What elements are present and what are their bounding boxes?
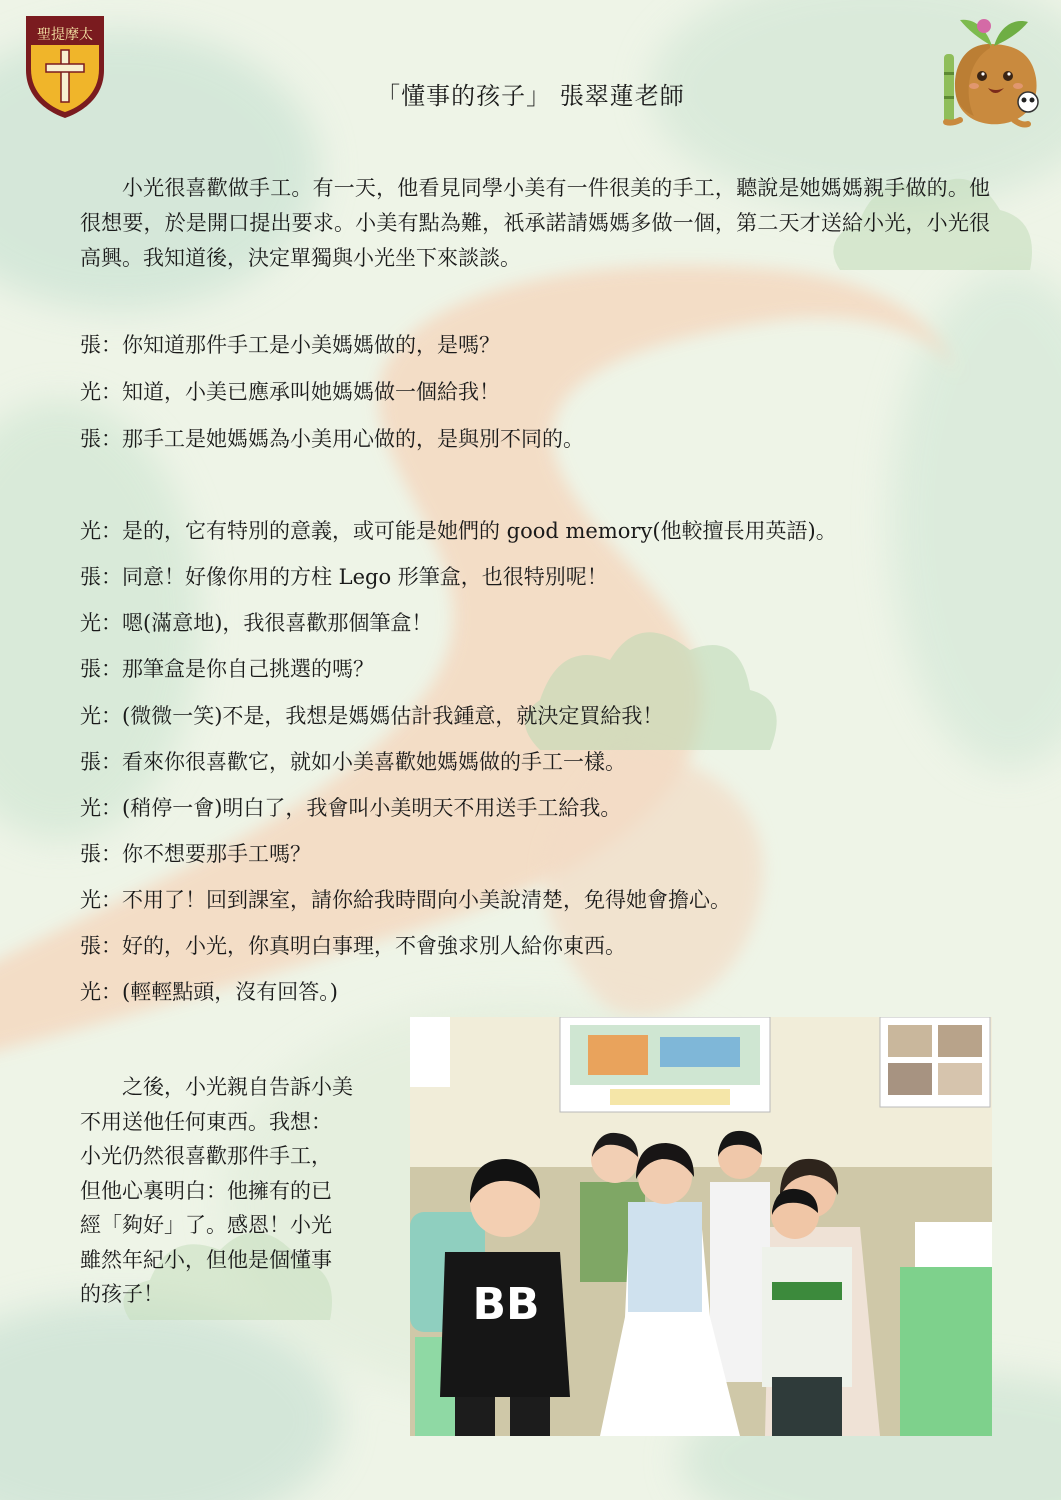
- dialogue-line: 張：同意！好像你用的方柱 Lego 形筆盒，也很特別呢！: [80, 565, 608, 589]
- page-title: 「懂事的孩子」 張翠蓮老師: [376, 82, 685, 110]
- dialogue-line: 張：那手工是她媽媽為小美用心做的，是與別不同的。: [80, 427, 584, 451]
- closing-line: 經「夠好」了。感恩！小光: [80, 1213, 332, 1237]
- closing-paragraph: [80, 1070, 395, 1312]
- closing-line: 不用送他任何東西。我想：: [80, 1109, 332, 1134]
- closing-line: 的孩子！: [80, 1282, 164, 1306]
- dialogue-line: 張：好的，小光，你真明白事理，不會強求別人給你東西。: [80, 934, 626, 958]
- closing-line: 小光仍然很喜歡那件手工，: [80, 1144, 332, 1168]
- intro-text: 小光很喜歡做手工。有一天，他看見同學小美有一件很美的手工，聽說是她媽媽親手做的。他很想要，於是開口提出要求。小美有點為難，祇承諾請媽媽多做一個，第二天才送給小光，小光很高興。我知道後，決定單獨與小光坐下來談談。: [80, 176, 990, 270]
- dialogue-line: 光：(輕輕點頭，沒有回答。): [80, 980, 338, 1004]
- svg-text:BB: BB: [472, 1279, 540, 1330]
- closing-line: 但他心裏明白：他擁有的已: [80, 1178, 332, 1203]
- dialogue-line: 張：看來你很喜歡它，就如小美喜歡她媽媽做的手工一樣。: [80, 750, 626, 774]
- closing-line: 雖然年紀小，但他是個懂事: [80, 1247, 332, 1272]
- dialogue-line: 光：(微微一笑)不是，我想是媽媽估計我鍾意，就決定買給我！: [80, 704, 664, 728]
- dialogue-line: 光：知道，小美已應承叫她媽媽做一個給我！: [80, 380, 500, 404]
- closing-line: 之後，小光親自告訴小美: [80, 1075, 353, 1099]
- dialogue-line: 光：(稍停一會)明白了，我會叫小美明天不用送手工給我。: [80, 796, 622, 820]
- dialogue-line: 光：嗯(滿意地)，我很喜歡那個筆盒！: [80, 611, 433, 635]
- dialogue-line: 張：你知道那件手工是小美媽媽做的，是嗎？: [80, 333, 500, 357]
- intro-paragraph: [80, 171, 990, 276]
- dialogue-line: 光：是的，它有特別的意義，或可能是她們的 good memory(他較擅長用英語)。: [80, 519, 837, 543]
- svg-text:聖提摩太: 聖提摩太: [37, 27, 93, 43]
- class-photo: [410, 1017, 992, 1436]
- dialogue-line: 光：不用了！回到課室，請你給我時間向小美說清楚，免得她會擔心。: [80, 888, 731, 912]
- dialogue-line: 張：你不想要那手工嗎？: [80, 842, 311, 866]
- dialogue-line: 張：那筆盒是你自己挑選的嗎？: [80, 657, 374, 681]
- potato-mascot-icon: [930, 4, 1054, 130]
